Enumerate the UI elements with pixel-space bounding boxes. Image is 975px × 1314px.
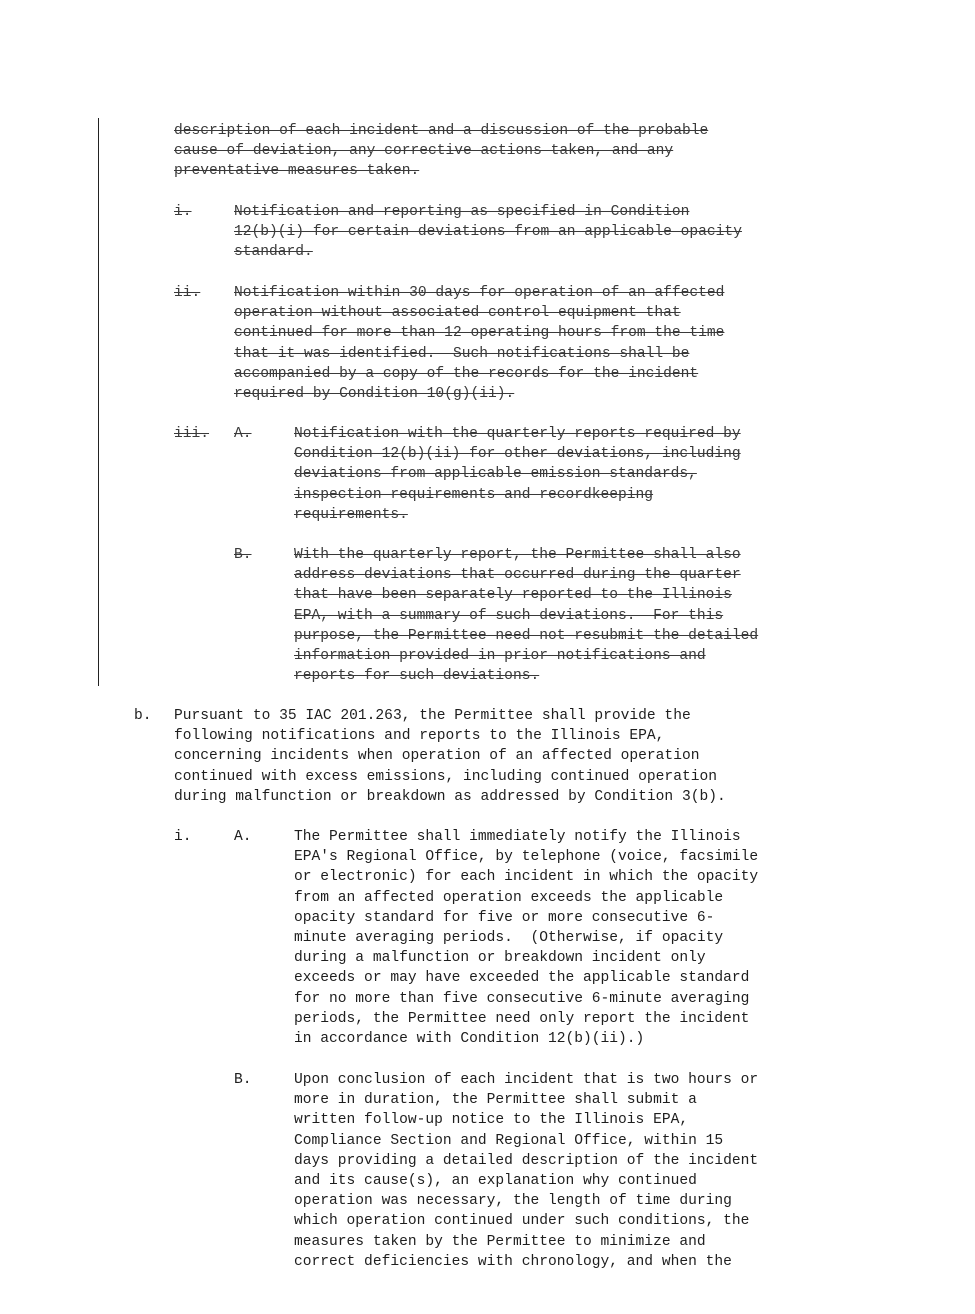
struck-item-i-label: i. bbox=[174, 204, 192, 220]
struck-intro-paragraph: description of each incident and a discussion of the probable cause of deviation, any corrective actions taken, and any preventative measures taken. bbox=[174, 123, 709, 180]
struck-item-iiiB-text: With the quarterly report, the Permittee shall also address deviations that occurred during the quarter that have been separately reported to the Illinois EPA, with a summary of such deviations. For this purpose, the Permittee need not resubmit the detailed information provided in prior notifications and reports for such deviations. bbox=[294, 547, 759, 685]
struck-item-iiiB-label: B. bbox=[234, 547, 252, 563]
struck-item-ii-label: ii. bbox=[174, 285, 201, 301]
struck-item-iiiA-label: A. bbox=[234, 426, 252, 442]
revision-bar bbox=[98, 118, 99, 686]
section-b-i-B-text: Upon conclusion of each incident that is two hours or more in duration, the Permittee shall submit a written follow-up notice to the Illinois EPA, Compliance Section and Regional Office, within 15 days providing a detailed description of the incident and its cause(s), an explanation why continued operation was necessary, the length of time during which operation continued under such conditions, the measures taken by the Permittee to minimize and correct deficiencies with chronology, and when the bbox=[294, 1072, 759, 1270]
struck-item-i-text: Notification and reporting as specified in Condition 12(b)(i) for certain deviations from an applicable opacity standard. bbox=[234, 204, 742, 261]
struck-item-iiiA-text: Notification with the quarterly reports required by Condition 12(b)(ii) for other deviations, including deviations from applicable emission standards, inspection requirements and recordkeeping requirements. bbox=[294, 426, 741, 523]
struck-item-ii-text: Notification within 30 days for operation of an affected operation without associated control equipment that continued for more than 12 operating hours from the time that it was identified. Such notifications shall be accompanied by a copy of the records for the incident required by Condition 10(g)(ii). bbox=[234, 285, 725, 403]
section-b-i-label: i. bbox=[174, 829, 192, 845]
section-b-i-A-text: The Permittee shall immediately notify the Illinois EPA's Regional Office, by telephone (voice, facsimile or electronic) for each incident in which the opacity from an affected operation exceeds the applicable opacity standard for five or more consecutive 6- minute averaging periods. (Otherwise, if opacity during a malfunction or breakdown incident only exceeds or may have exceeded the applicable standard for no more than five consecutive 6-minute averaging periods, the Permittee need only report the incident in accordance with Condition 12(b)(ii).) bbox=[294, 829, 759, 1048]
section-b-i-B-label: B. bbox=[234, 1072, 252, 1088]
section-b-label: b. bbox=[134, 708, 152, 724]
struck-item-iii-label: iii. bbox=[174, 426, 210, 442]
section-b-text: Pursuant to 35 IAC 201.263, the Permittee shall provide the following notifications and reports to the Illinois EPA, concerning incidents when operation of an affected operation continued with excess emissions, including continued operation during malfunction or breakdown as addressed by Condition 3(b). bbox=[174, 708, 726, 805]
section-b-i-A-label: A. bbox=[234, 829, 252, 845]
